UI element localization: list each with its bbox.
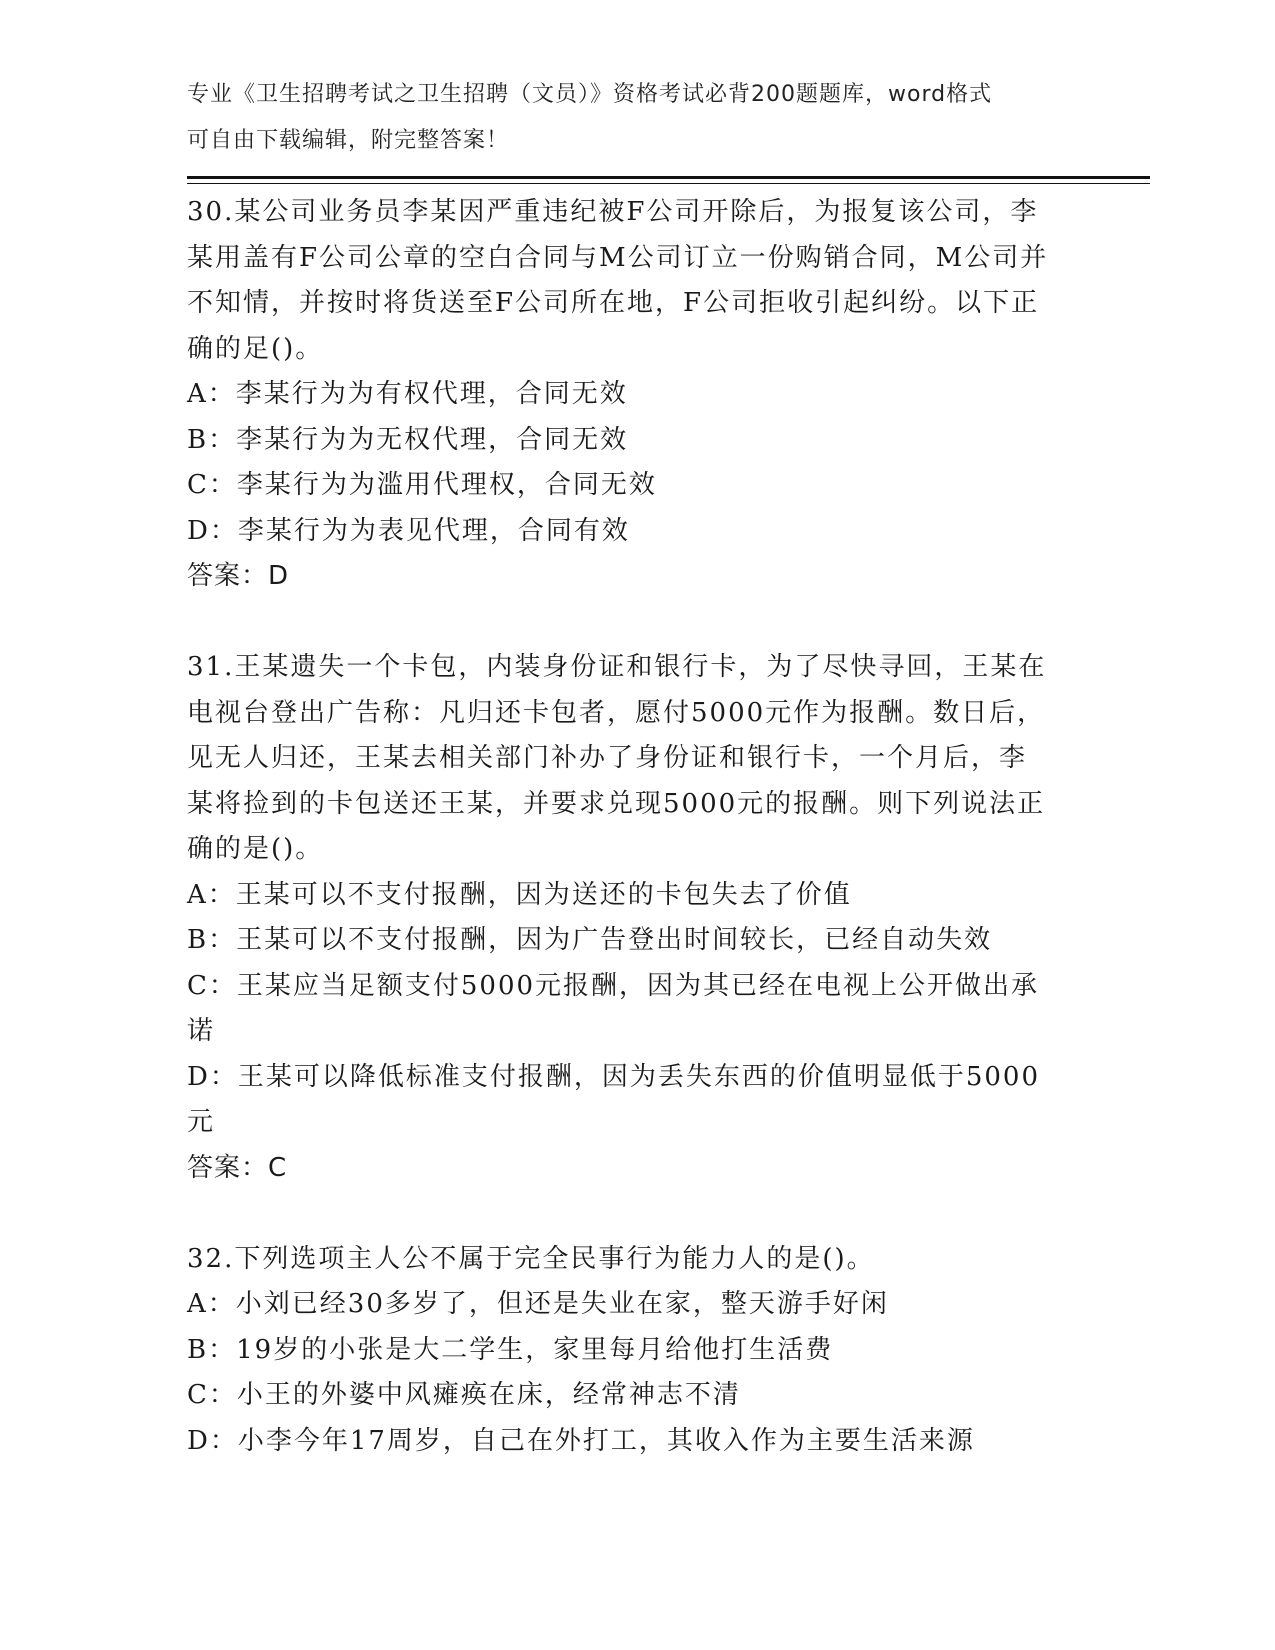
header-rule-thin [187, 183, 1150, 184]
question-31 [187, 645, 1087, 1191]
question-spacer [187, 1191, 1087, 1237]
question-stem-line: 见无人归还，王某去相关部门补办了身份证和银行卡，一个月后，李 [187, 743, 1028, 773]
option-c: C：李某行为为滥用代理权，合同无效 [187, 470, 657, 500]
header-line-1: 专业《卫生招聘考试之卫生招聘（文员）》资格考试必背200题题库，word格式 [187, 82, 993, 107]
option-a: A：小刘已经30多岁了，但还是失业在家，整天游手好闲 [187, 1289, 889, 1319]
question-stem-line: 确的是()。 [187, 834, 324, 864]
option-b: B：19岁的小张是大二学生，家里每月给他打生活费 [187, 1334, 834, 1365]
question-stem-line: 确的足()。 [187, 333, 324, 364]
question-stem-line: 32.下列选项主人公不属于完全民事行为能力人的是()。 [187, 1243, 875, 1274]
option-c: C：小王的外婆中风瘫痪在床，经常神志不清 [187, 1380, 741, 1410]
option-d: D：王某可以降低标准支付报酬，因为丢失东西的价值明显低于5000 [187, 1061, 1041, 1092]
option-c-continued: 诺 [187, 1016, 216, 1046]
option-a: A：李某行为为有权代理，合同无效 [187, 379, 628, 409]
option-b: B：李某行为为无权代理，合同无效 [187, 424, 629, 455]
question-stem-line: 某将捡到的卡包送还王某，并要求兑现5000元的报酬。则下列说法正 [187, 788, 1046, 819]
option-d: D：小李今年17周岁，自己在外打工，其收入作为主要生活来源 [187, 1425, 975, 1456]
question-stem-line: 某用盖有F公司公章的空白合同与M公司订立一份购销合同，M公司并 [187, 242, 1049, 273]
option-b: B：王某可以不支付报酬，因为广告登出时间较长，已经自动失效 [187, 925, 993, 955]
option-a: A：王某可以不支付报酬，因为送还的卡包失去了价值 [187, 879, 852, 910]
question-stem-line: 30.某公司业务员李某因严重违纪被F公司开除后，为报复该公司，李 [187, 197, 1039, 227]
document-header [187, 72, 1067, 163]
answer-label: 答案：C [187, 1152, 288, 1183]
option-c: C：王某应当足额支付5000元报酬，因为其已经在电视上公开做出承 [187, 970, 1040, 1001]
question-list [187, 190, 1087, 1464]
question-32 [187, 1237, 1087, 1465]
header-rule-thick [187, 176, 1150, 179]
answer-label: 答案：D [187, 561, 290, 591]
option-d-continued: 元 [187, 1107, 216, 1137]
option-d: D：李某行为为表见代理，合同有效 [187, 515, 630, 546]
question-30 [187, 190, 1087, 600]
question-spacer [187, 600, 1087, 646]
question-stem-line: 31.王某遗失一个卡包，内装身份证和银行卡，为了尽快寻回，王某在 [187, 652, 1047, 682]
question-stem-line: 电视台登出广告称：凡归还卡包者，愿付5000元作为报酬。数日后， [187, 697, 1046, 728]
question-stem-line: 不知情，并按时将货送至F公司所在地，F公司拒收引起纠纷。以下正 [187, 288, 1040, 318]
header-line-2: 可自由下载编辑，附完整答案！ [187, 127, 510, 153]
